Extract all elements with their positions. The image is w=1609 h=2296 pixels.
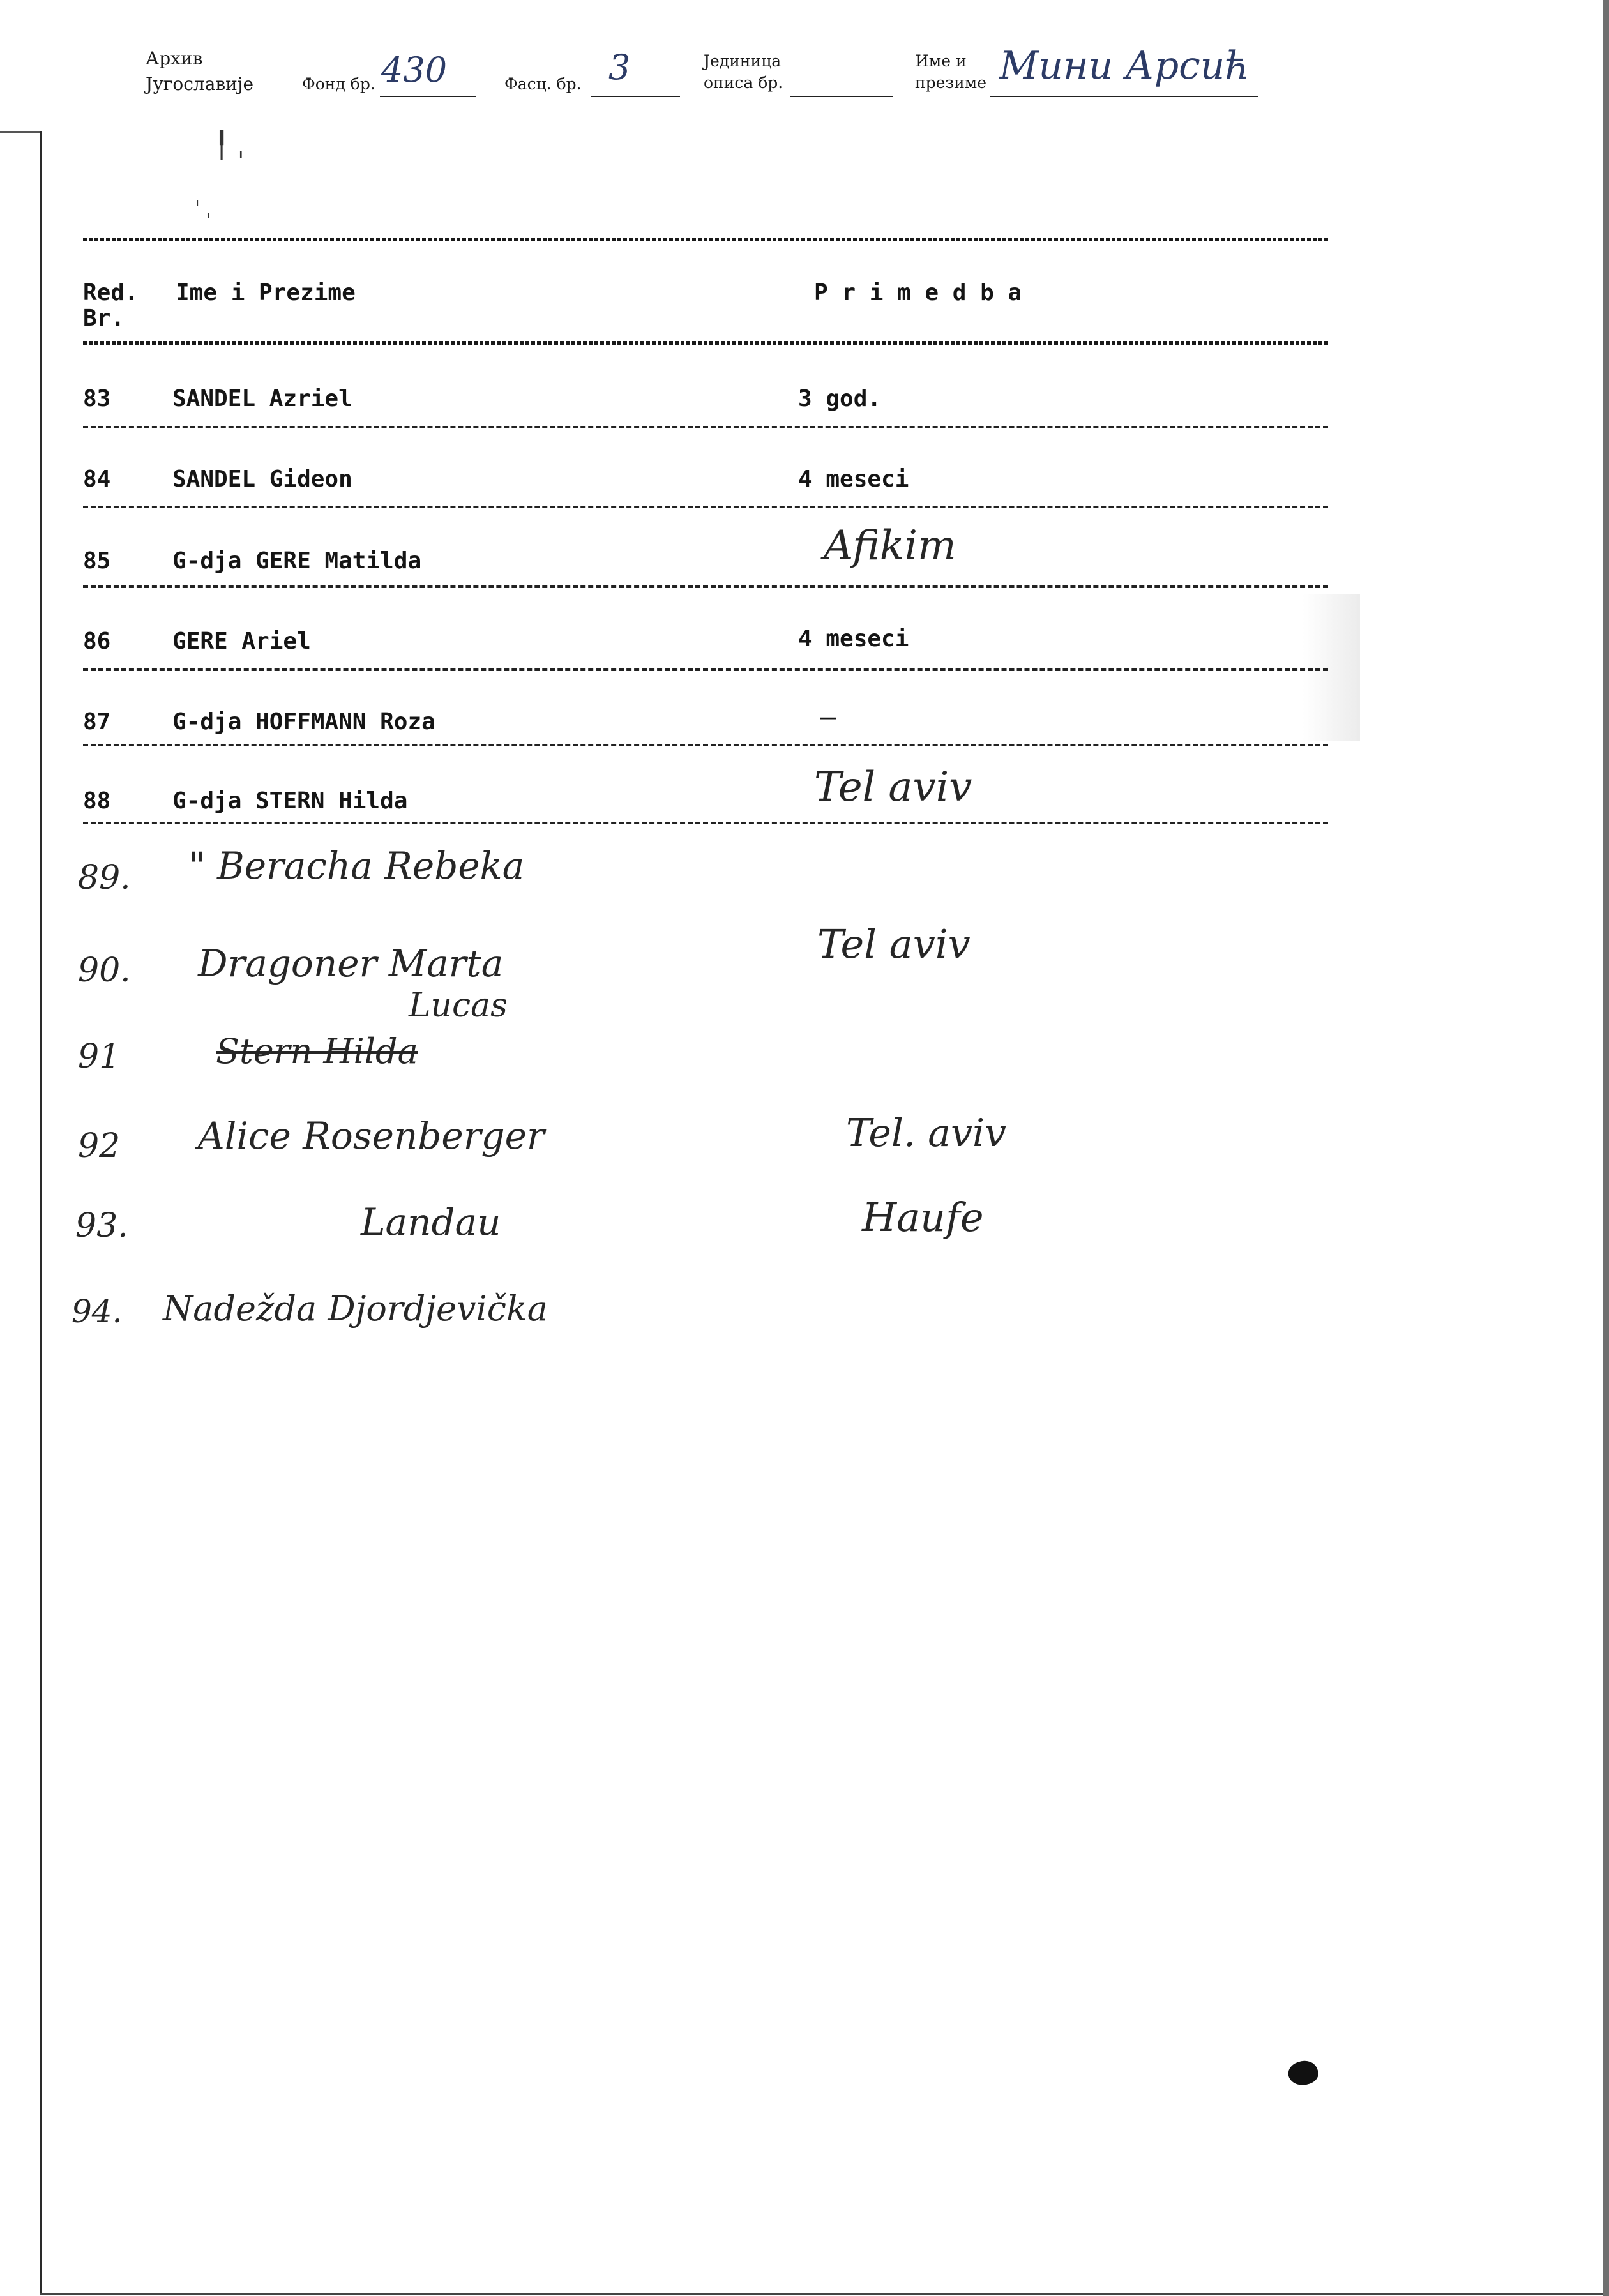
ink-blot xyxy=(1285,2057,1321,2089)
unit-label-line2: описа бр. xyxy=(704,73,783,92)
unit-underline xyxy=(790,96,893,97)
row-note-handwritten: Tel aviv xyxy=(814,764,972,811)
fasc-label: Фасц. бр. xyxy=(504,75,582,93)
header-bottom-rule xyxy=(83,341,1328,345)
scan-edge-left xyxy=(40,131,42,2295)
scan-edge-right xyxy=(1603,0,1609,2296)
header-red: Red. xyxy=(83,280,139,306)
row-name: Dragoner Marta xyxy=(198,942,504,985)
header-name: Ime i Prezime xyxy=(176,280,356,306)
row-divider xyxy=(83,506,1328,508)
row-note: Tel aviv xyxy=(817,921,971,967)
row-number: 86 xyxy=(83,628,111,654)
name-label-line1: Име и xyxy=(915,52,967,70)
row-note: 4 meseci xyxy=(798,626,909,652)
row-number: 85 xyxy=(83,548,111,574)
scan-edge-bottom xyxy=(40,2293,1603,2295)
row-number: 89. xyxy=(78,859,131,897)
row-name: " Beracha Rebeka xyxy=(188,844,525,887)
scan-specks: ╿ ˌ xyxy=(214,131,245,160)
name-underline xyxy=(990,96,1258,97)
header-note: P r i m e d b a xyxy=(814,280,1022,306)
row-note: 3 god. xyxy=(798,386,882,412)
row-name-struck: Stern Hilda xyxy=(216,1031,418,1071)
row-note: Haufe xyxy=(862,1194,984,1241)
row-name: Alice Rosenberger xyxy=(198,1114,545,1158)
row-name: G-dja HOFFMANN Roza xyxy=(172,709,435,735)
row-note: 4 meseci xyxy=(798,466,909,492)
row-name: Landau xyxy=(361,1200,501,1244)
archive-name-line1: Архив xyxy=(146,48,203,69)
unit-label-line1: Јединица xyxy=(704,52,782,70)
scan-specks-2: ˈ ˌ xyxy=(195,198,212,220)
archive-name-line2: Југославије xyxy=(146,73,254,94)
archive-stamp xyxy=(144,43,1293,114)
name-value: Мини Арсић xyxy=(999,43,1250,88)
fasc-value: 3 xyxy=(608,47,631,87)
header-br: Br. xyxy=(83,305,125,331)
row-note: Tel. aviv xyxy=(846,1111,1006,1156)
row-divider xyxy=(83,426,1328,428)
row-name: SANDEL Gideon xyxy=(172,466,352,492)
scan-shadow xyxy=(1303,594,1360,741)
row-name: G-dja GERE Matilda xyxy=(172,548,422,574)
row-number: 92 xyxy=(78,1127,121,1165)
row-number: 93. xyxy=(75,1207,128,1245)
scan-edge-top xyxy=(0,131,40,133)
row-divider xyxy=(83,668,1328,671)
row-number: 90. xyxy=(78,951,131,990)
row-divider xyxy=(83,585,1328,588)
fond-underline xyxy=(380,96,476,97)
row-note-handwritten: Afikim xyxy=(824,522,956,570)
row-note: — xyxy=(820,702,836,732)
row-name: G-dja STERN Hilda xyxy=(172,788,408,814)
row-number: 84 xyxy=(83,466,111,492)
row-divider xyxy=(83,822,1328,824)
row-name-insert: Lucas xyxy=(409,986,508,1025)
row-number: 88 xyxy=(83,788,111,814)
row-divider xyxy=(83,744,1328,746)
header-top-rule xyxy=(83,238,1328,241)
row-number: 83 xyxy=(83,386,111,412)
name-label-line2: презиме xyxy=(915,73,986,92)
row-number: 94. xyxy=(72,1293,123,1330)
row-name: Nadežda Djordjevička xyxy=(163,1288,548,1329)
fond-value: 430 xyxy=(381,50,448,90)
row-number: 87 xyxy=(83,709,111,735)
fasc-underline xyxy=(591,96,680,97)
fond-label: Фонд бр. xyxy=(302,75,375,93)
row-name: GERE Ariel xyxy=(172,628,311,654)
row-name: SANDEL Azriel xyxy=(172,386,352,412)
row-number: 91 xyxy=(78,1038,121,1076)
